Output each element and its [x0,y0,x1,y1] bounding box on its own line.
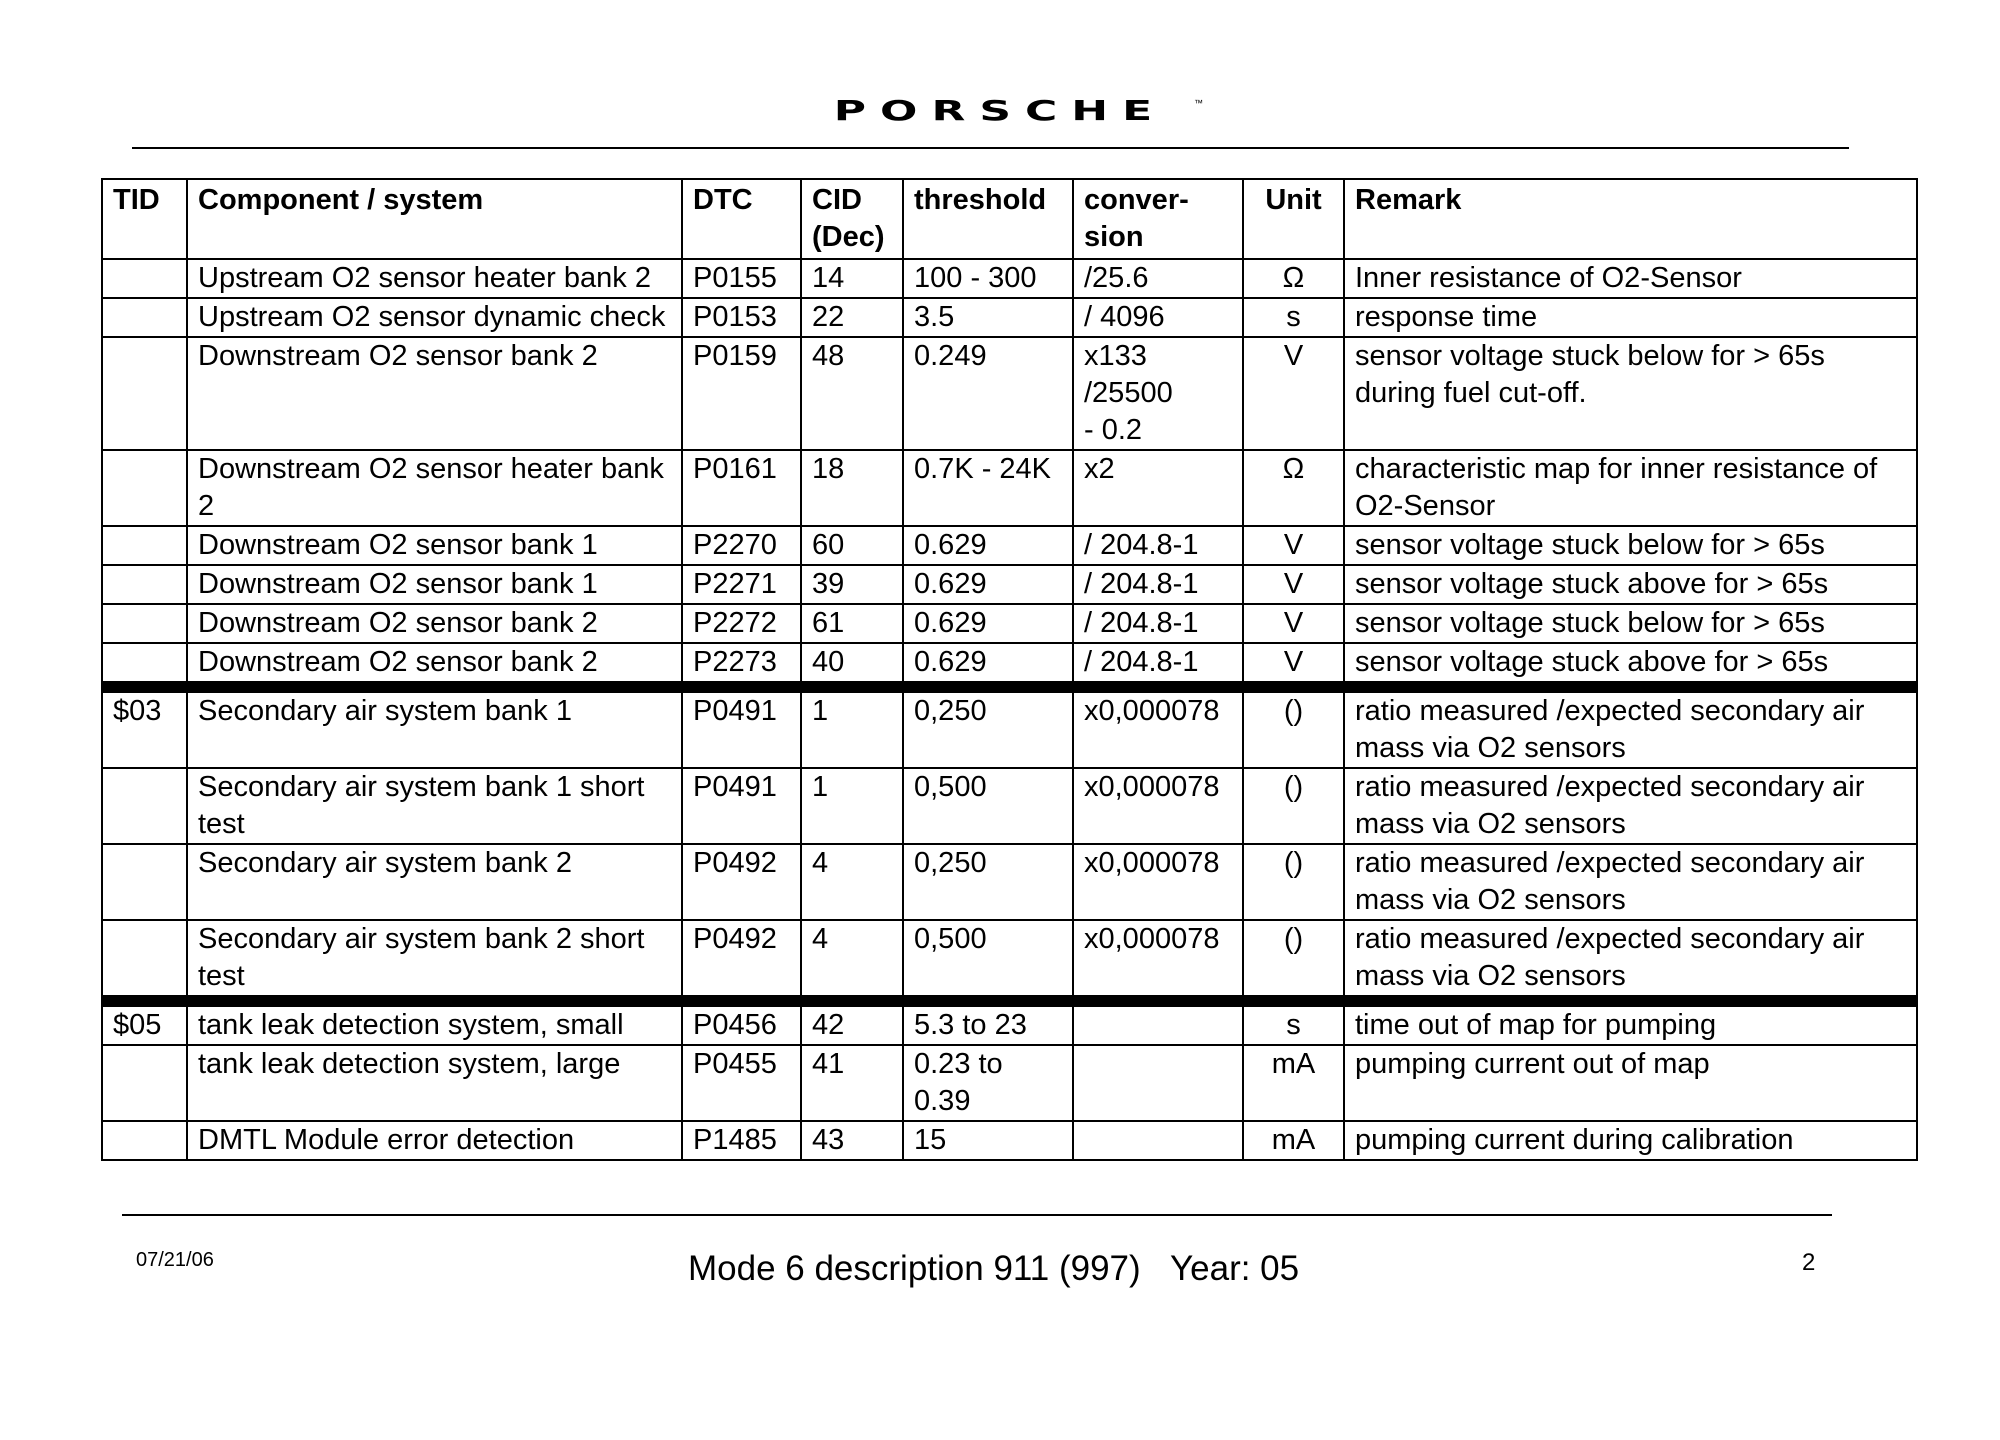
table-row [102,687,1917,768]
header-rule [132,147,1849,149]
table-row [102,920,1917,1001]
cell-threshold: 0.249 [903,337,1073,450]
table-row [102,604,1917,643]
mode6-table [101,178,1918,1161]
footer-year: Year: 05 [1170,1249,1300,1288]
cell-conversion: /25.6 [1073,259,1243,298]
porsche-logo: PORSCHE [833,95,1167,127]
cell-dtc: P0491 [682,768,801,844]
cell-conversion: / 204.8-1 [1073,565,1243,604]
cell-remark: sensor voltage stuck below for > 65s during fuel cut-off. [1344,337,1917,450]
cell-dtc: P0492 [682,920,801,1001]
table-row [102,526,1917,565]
cell-tid: $03 [102,687,187,768]
cell-threshold: 0,250 [903,844,1073,920]
cell-component: Downstream O2 sensor bank 2 [187,337,682,450]
table-row [102,565,1917,604]
col-header-threshold: threshold [903,179,1073,259]
cell-remark: sensor voltage stuck below for > 65s [1344,604,1917,643]
cell-remark: sensor voltage stuck above for > 65s [1344,565,1917,604]
cell-cid: 1 [801,768,903,844]
cell-tid [102,298,187,337]
cell-cid: 22 [801,298,903,337]
cell-conversion: / 4096 [1073,298,1243,337]
cell-cid: 61 [801,604,903,643]
cell-dtc: P0456 [682,1001,801,1045]
cell-threshold: 0.23 to 0.39 [903,1045,1073,1121]
table-row [102,844,1917,920]
col-header-tid: TID [102,179,187,259]
cell-dtc: P0491 [682,687,801,768]
cell-threshold: 0,250 [903,687,1073,768]
cell-dtc: P0155 [682,259,801,298]
cell-threshold: 0.629 [903,565,1073,604]
cell-dtc: P2273 [682,643,801,687]
cell-unit: () [1243,687,1344,768]
cell-dtc: P2271 [682,565,801,604]
cell-threshold: 3.5 [903,298,1073,337]
table-row [102,1001,1917,1045]
cell-component: Secondary air system bank 2 [187,844,682,920]
cell-cid: 39 [801,565,903,604]
cell-unit: V [1243,565,1344,604]
cell-cid: 41 [801,1045,903,1121]
cell-threshold: 100 - 300 [903,259,1073,298]
cell-conversion: x0,000078 [1073,768,1243,844]
cell-cid: 42 [801,1001,903,1045]
cell-unit: () [1243,920,1344,1001]
cell-tid [102,450,187,526]
cell-unit: V [1243,643,1344,687]
table-row [102,337,1917,450]
cell-remark: time out of map for pumping [1344,1001,1917,1045]
col-header-remark: Remark [1344,179,1917,259]
cell-remark: response time [1344,298,1917,337]
cell-tid [102,259,187,298]
cell-dtc: P0159 [682,337,801,450]
cell-component: Secondary air system bank 2 short test [187,920,682,1001]
cell-unit: V [1243,337,1344,450]
cell-threshold: 0.629 [903,604,1073,643]
cell-conversion: x2 [1073,450,1243,526]
footer-date: 07/21/06 [136,1249,214,1271]
cell-remark: sensor voltage stuck above for > 65s [1344,643,1917,687]
cell-threshold: 0.7K - 24K [903,450,1073,526]
cell-remark: sensor voltage stuck below for > 65s [1344,526,1917,565]
cell-component: Downstream O2 sensor bank 1 [187,565,682,604]
cell-unit: V [1243,604,1344,643]
cell-component: Downstream O2 sensor bank 1 [187,526,682,565]
cell-tid [102,337,187,450]
cell-dtc: P0492 [682,844,801,920]
cell-cid: 60 [801,526,903,565]
cell-tid: $05 [102,1001,187,1045]
cell-unit: () [1243,768,1344,844]
cell-component: tank leak detection system, small [187,1001,682,1045]
cell-conversion: / 204.8-1 [1073,643,1243,687]
cell-tid [102,643,187,687]
cell-component: Upstream O2 sensor heater bank 2 [187,259,682,298]
cell-conversion [1073,1045,1243,1121]
cell-unit: s [1243,298,1344,337]
col-header-dtc: DTC [682,179,801,259]
cell-dtc: P1485 [682,1121,801,1160]
cell-threshold: 0,500 [903,768,1073,844]
cell-tid [102,1121,187,1160]
cell-tid [102,1045,187,1121]
cell-component: tank leak detection system, large [187,1045,682,1121]
trademark-mark: ™ [1194,98,1203,108]
cell-dtc: P0455 [682,1045,801,1121]
table-header-row [102,179,1917,259]
cell-tid [102,565,187,604]
footer-title: Mode 6 description 911 (997) [688,1249,1141,1288]
cell-unit: mA [1243,1045,1344,1121]
cell-dtc: P0153 [682,298,801,337]
cell-conversion: x0,000078 [1073,687,1243,768]
table-row [102,450,1917,526]
table-row [102,259,1917,298]
cell-component: Upstream O2 sensor dynamic check [187,298,682,337]
cell-remark: ratio measured /expected secondary air mass via O2 sensors [1344,844,1917,920]
col-header-cid: CID (Dec) [801,179,903,259]
cell-unit: s [1243,1001,1344,1045]
cell-dtc: P0161 [682,450,801,526]
cell-remark: pumping current out of map [1344,1045,1917,1121]
cell-conversion [1073,1121,1243,1160]
cell-tid [102,604,187,643]
cell-remark: ratio measured /expected secondary air mass via O2 sensors [1344,768,1917,844]
cell-component: Secondary air system bank 1 [187,687,682,768]
cell-tid [102,526,187,565]
cell-threshold: 5.3 to 23 [903,1001,1073,1045]
table-row [102,643,1917,687]
cell-unit: () [1243,844,1344,920]
cell-cid: 4 [801,844,903,920]
cell-remark: ratio measured /expected secondary air mass via O2 sensors [1344,920,1917,1001]
cell-unit: Ω [1243,259,1344,298]
cell-unit: Ω [1243,450,1344,526]
cell-component: DMTL Module error detection [187,1121,682,1160]
table-row [102,1045,1917,1121]
cell-remark: characteristic map for inner resistance of O2-Sensor [1344,450,1917,526]
cell-component: Secondary air system bank 1 short test [187,768,682,844]
cell-conversion: / 204.8-1 [1073,604,1243,643]
cell-cid: 4 [801,920,903,1001]
cell-conversion: x0,000078 [1073,920,1243,1001]
cell-tid [102,920,187,1001]
cell-component: Downstream O2 sensor bank 2 [187,643,682,687]
cell-remark: Inner resistance of O2-Sensor [1344,259,1917,298]
page-number: 2 [1802,1249,1816,1276]
cell-dtc: P2272 [682,604,801,643]
cell-remark: pumping current during calibration [1344,1121,1917,1160]
cell-cid: 1 [801,687,903,768]
cell-conversion: / 204.8-1 [1073,526,1243,565]
cell-conversion: x133 /25500 - 0.2 [1073,337,1243,450]
cell-conversion: x0,000078 [1073,844,1243,920]
cell-component: Downstream O2 sensor heater bank 2 [187,450,682,526]
cell-threshold: 15 [903,1121,1073,1160]
cell-cid: 43 [801,1121,903,1160]
cell-threshold: 0.629 [903,526,1073,565]
cell-threshold: 0,500 [903,920,1073,1001]
cell-cid: 48 [801,337,903,450]
table-row [102,1121,1917,1160]
col-header-conversion: conver- sion [1073,179,1243,259]
cell-threshold: 0.629 [903,643,1073,687]
cell-unit: V [1243,526,1344,565]
cell-conversion [1073,1001,1243,1045]
cell-unit: mA [1243,1121,1344,1160]
cell-tid [102,768,187,844]
cell-cid: 18 [801,450,903,526]
cell-cid: 40 [801,643,903,687]
footer-rule [122,1214,1832,1216]
col-header-unit: Unit [1243,179,1344,259]
table-row [102,768,1917,844]
cell-remark: ratio measured /expected secondary air mass via O2 sensors [1344,687,1917,768]
cell-tid [102,844,187,920]
table-row [102,298,1917,337]
cell-cid: 14 [801,259,903,298]
cell-dtc: P2270 [682,526,801,565]
cell-component: Downstream O2 sensor bank 2 [187,604,682,643]
col-header-component: Component / system [187,179,682,259]
